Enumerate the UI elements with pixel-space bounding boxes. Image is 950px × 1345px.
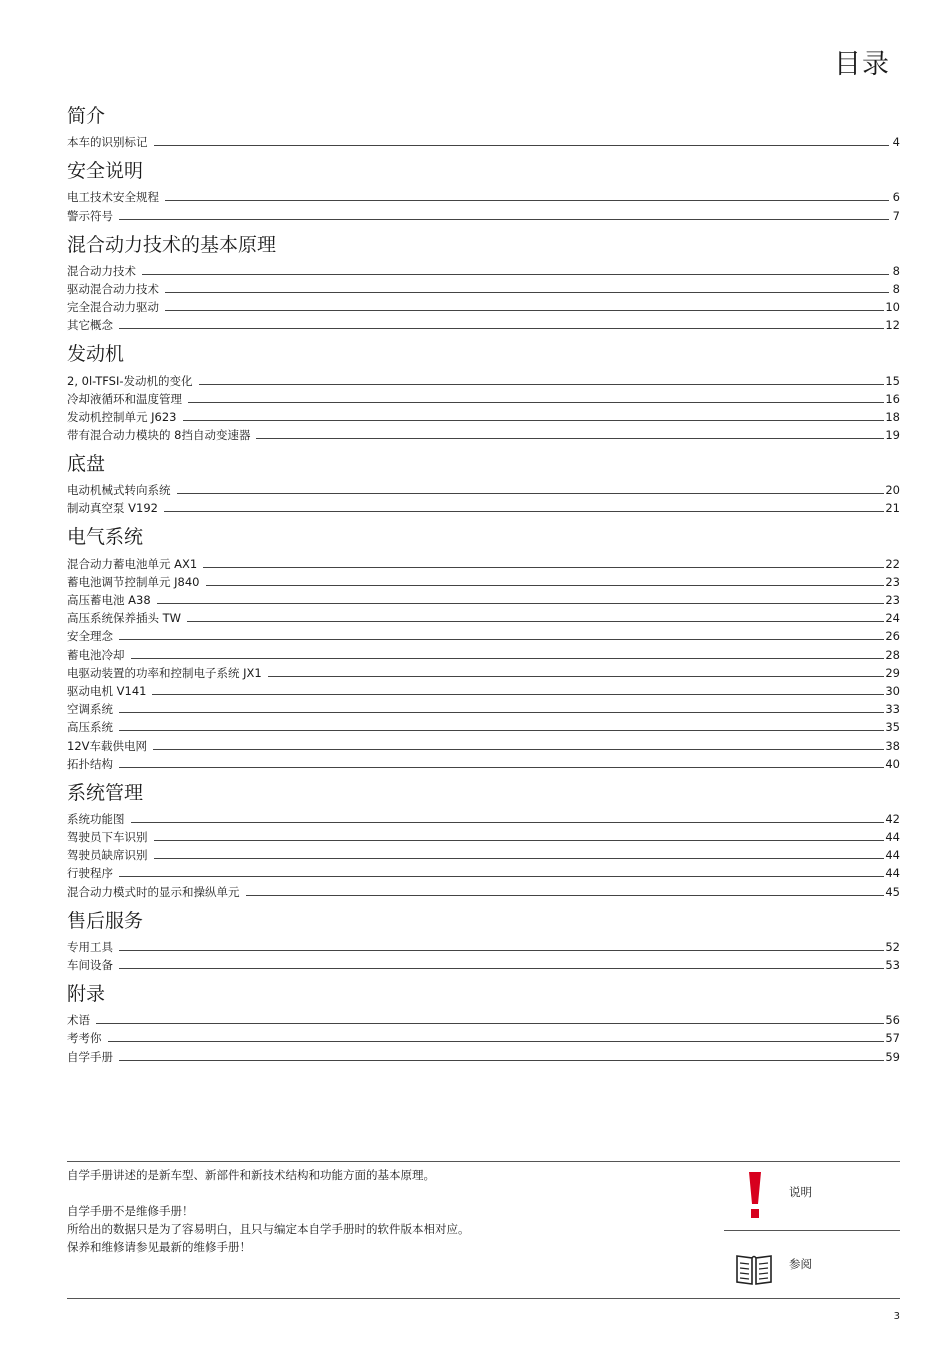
section-heading: 附录 <box>67 983 106 1005</box>
toc-entry-page: 16 <box>885 391 900 406</box>
footer-divider-bottom <box>67 1298 900 1299</box>
toc-entry-leader <box>131 658 885 659</box>
toc-entry-page: 10 <box>885 300 900 315</box>
legend-divider <box>724 1230 900 1231</box>
toc-entry-label: 电工技术安全规程 <box>67 190 159 205</box>
toc-entry-label: 其它概念 <box>67 318 113 333</box>
toc-entry[interactable] <box>67 406 900 424</box>
toc-entry-page: 56 <box>885 1013 900 1028</box>
toc-entry-leader <box>119 328 884 329</box>
toc-entry-label: 驾驶员缺席识别 <box>67 848 148 863</box>
section-heading: 混合动力技术的基本原理 <box>67 233 277 256</box>
section-heading: 安全说明 <box>67 160 144 183</box>
toc-entry-leader <box>119 219 889 220</box>
toc-entry[interactable] <box>67 716 900 734</box>
footer-intro: 自学手册讲述的是新车型、新部件和新技术结构和功能方面的基本原理。 <box>67 1168 435 1182</box>
toc-entry-label: 考考你 <box>67 1031 102 1046</box>
toc-entry-leader <box>153 749 884 750</box>
toc-entry-page: 7 <box>892 208 900 223</box>
toc-entry-page: 40 <box>885 756 900 771</box>
toc-entry[interactable] <box>67 589 900 607</box>
toc-entry-label: 高压蓄电池 A38 <box>67 593 151 607</box>
toc-entry-page: 20 <box>885 483 900 498</box>
toc-entry[interactable] <box>67 607 900 625</box>
toc-entry-leader <box>206 585 885 586</box>
toc-entry-page: 23 <box>885 593 900 607</box>
toc-entry-label: 2, 0l-TFSI-发动机的变化 <box>67 373 193 388</box>
footer-line: 所给出的数据只是为了容易明白，且只与编定本自学手册时的软件版本相对应。 <box>67 1222 470 1236</box>
toc-entry-page: 44 <box>885 848 900 863</box>
exclamation-icon <box>745 1172 765 1220</box>
toc-entry-leader <box>203 567 884 568</box>
toc-entry-label: 自学手册 <box>67 1049 113 1064</box>
footer-divider-top <box>67 1161 900 1162</box>
page-number: 3 <box>893 1311 900 1322</box>
toc-entry-page: 6 <box>892 190 900 205</box>
toc-entry[interactable] <box>67 369 900 387</box>
toc-entry-page: 52 <box>885 939 900 954</box>
toc-entry-label: 混合动力技术 <box>67 263 136 278</box>
toc-entry[interactable] <box>67 479 900 497</box>
toc-entry[interactable] <box>67 734 900 752</box>
toc-entry-label: 完全混合动力驱动 <box>67 300 159 315</box>
toc-entry-leader <box>154 145 890 146</box>
toc-entry-page: 4 <box>892 135 900 150</box>
toc-entry-leader <box>154 840 885 841</box>
toc-entry-label: 本车的识别标记 <box>67 135 148 150</box>
toc-entry-page: 53 <box>885 958 900 972</box>
toc-entry-page: 23 <box>885 574 900 589</box>
toc-entry-leader <box>119 950 884 951</box>
toc-entry-leader <box>165 200 889 201</box>
toc-entry-leader <box>256 438 884 439</box>
toc-entry-leader <box>142 274 889 275</box>
toc-entry-label: 安全理念 <box>67 629 113 644</box>
toc-entry[interactable] <box>67 698 900 716</box>
toc-entry-page: 42 <box>885 811 900 826</box>
toc-entry-label: 驾驶员下车识别 <box>67 830 148 845</box>
toc-entry-label: 蓄电池调节控制单元 J840 <box>67 574 200 589</box>
footer-line: 保养和维修请参见最新的维修手册！ <box>67 1240 251 1254</box>
toc-entry-label: 冷却液循环和温度管理 <box>67 391 182 406</box>
toc-entry-page: 30 <box>885 683 900 698</box>
toc-entry-leader <box>119 968 884 969</box>
toc-entry-leader <box>177 493 885 494</box>
toc-entry[interactable] <box>67 260 900 278</box>
toc-entry[interactable] <box>67 844 900 862</box>
toc-entry-label: 驱动电机 V141 <box>67 683 147 698</box>
toc-entry-page: 33 <box>885 702 900 717</box>
toc-section <box>67 341 900 442</box>
toc-entry[interactable] <box>67 424 900 442</box>
toc-entry[interactable] <box>67 296 900 314</box>
toc-entry-label: 混合动力蓄电池单元 AX1 <box>67 556 198 571</box>
section-heading: 底盘 <box>67 453 106 476</box>
toc-entry-leader <box>119 1060 884 1061</box>
toc-entry-leader <box>131 822 885 823</box>
toc-entry[interactable] <box>67 497 900 515</box>
legend-note <box>745 1172 895 1222</box>
legend-reference-label: 参阅 <box>789 1257 812 1271</box>
toc-entry[interactable] <box>67 278 900 296</box>
toc-entry-leader <box>119 712 884 713</box>
toc-entry[interactable] <box>67 131 900 149</box>
toc-entry-leader <box>183 420 885 421</box>
toc-entry-leader <box>165 292 889 293</box>
toc-entry-leader <box>154 858 885 859</box>
toc-entry-leader <box>199 384 885 385</box>
toc-entry[interactable] <box>67 826 900 844</box>
toc-entry-label: 行驶程序 <box>67 866 113 881</box>
toc-entry[interactable] <box>67 388 900 406</box>
toc-entry-leader <box>188 402 884 403</box>
legend-note-label: 说明 <box>789 1185 812 1199</box>
toc-entry-page: 24 <box>885 611 900 626</box>
toc-entry-label: 警示符号 <box>67 208 113 223</box>
toc-entry-label: 驱动混合动力技术 <box>67 281 159 296</box>
toc-entry-label: 12V车载供电网 <box>67 738 147 753</box>
toc-entry[interactable] <box>67 662 900 680</box>
toc-section <box>67 908 900 972</box>
toc-entry-page: 57 <box>885 1031 900 1046</box>
section-heading: 发动机 <box>67 343 125 366</box>
toc-entry-page: 8 <box>892 281 900 296</box>
page-title: 目录 <box>834 49 890 80</box>
table-of-contents <box>67 103 900 1073</box>
toc-section <box>67 524 900 770</box>
toc-entry-page: 26 <box>885 629 900 644</box>
toc-entry-label: 系统功能图 <box>67 811 125 826</box>
toc-entry-label: 高压系统 <box>67 720 113 735</box>
toc-entry-leader <box>96 1023 884 1024</box>
toc-entry-leader <box>246 895 885 896</box>
toc-entry-page: 22 <box>885 556 900 571</box>
toc-entry[interactable] <box>67 954 900 972</box>
toc-entry-page: 59 <box>885 1049 900 1064</box>
toc-entry-leader <box>152 694 884 695</box>
toc-entry-label: 混合动力模式时的显示和操纵单元 <box>67 884 240 899</box>
toc-entry-label: 带有混合动力模块的 8挡自动变速器 <box>67 428 251 443</box>
toc-entry-page: 44 <box>885 866 900 881</box>
toc-section <box>67 451 900 515</box>
toc-section <box>67 981 900 1064</box>
toc-entry[interactable] <box>67 936 900 954</box>
section-heading: 电气系统 <box>67 526 144 549</box>
toc-entry[interactable] <box>67 1045 900 1063</box>
toc-entry-leader <box>119 639 884 640</box>
toc-entry[interactable] <box>67 552 900 570</box>
toc-entry[interactable] <box>67 680 900 698</box>
toc-entry[interactable] <box>67 314 900 332</box>
legend-reference <box>735 1252 895 1288</box>
footer-line: 自学手册不是维修手册！ <box>67 1204 194 1218</box>
toc-entry[interactable] <box>67 808 900 826</box>
toc-entry-page: 15 <box>885 373 900 388</box>
toc-entry-leader <box>164 511 884 512</box>
toc-entry-label: 制动真空泵 V192 <box>67 501 158 516</box>
toc-entry-leader <box>119 767 884 768</box>
toc-section <box>67 780 900 899</box>
toc-entry-label: 发动机控制单元 J623 <box>67 409 177 424</box>
toc-entry-leader <box>157 603 885 604</box>
toc-entry-label: 高压系统保养插头 TW <box>67 611 182 626</box>
toc-entry[interactable] <box>67 862 900 880</box>
toc-section <box>67 158 900 222</box>
toc-section <box>67 103 900 149</box>
toc-entry[interactable] <box>67 753 900 771</box>
toc-entry[interactable] <box>67 1027 900 1045</box>
toc-entry[interactable] <box>67 625 900 643</box>
toc-entry[interactable] <box>67 880 900 898</box>
toc-entry-page: 8 <box>892 263 900 278</box>
toc-entry-label: 专用工具 <box>67 939 113 954</box>
section-heading: 简介 <box>67 105 106 127</box>
toc-entry-leader <box>165 310 884 311</box>
toc-entry-leader <box>119 730 884 731</box>
toc-entry-page: 44 <box>885 830 900 845</box>
toc-entry-label: 术语 <box>67 1013 90 1028</box>
toc-entry-leader <box>108 1041 885 1042</box>
toc-entry-page: 21 <box>885 501 900 516</box>
toc-section <box>67 232 900 333</box>
toc-entry-leader <box>187 621 884 622</box>
toc-entry-page: 12 <box>885 318 900 333</box>
section-heading: 售后服务 <box>67 909 144 932</box>
toc-entry-page: 18 <box>885 409 900 424</box>
toc-entry-label: 蓄电池冷却 <box>67 647 125 662</box>
toc-entry-label: 车间设备 <box>67 958 113 972</box>
toc-entry-leader <box>119 876 884 877</box>
toc-entry[interactable] <box>67 204 900 222</box>
toc-entry[interactable] <box>67 643 900 661</box>
toc-entry-page: 35 <box>885 720 900 735</box>
toc-entry-label: 电驱动装置的功率和控制电子系统 JX1 <box>67 665 262 680</box>
toc-entry-page: 29 <box>885 665 900 680</box>
toc-entry-page: 19 <box>885 428 900 443</box>
toc-entry-page: 38 <box>885 738 900 753</box>
footer-notes <box>67 1166 707 1256</box>
toc-entry[interactable] <box>67 186 900 204</box>
book-icon <box>735 1252 773 1286</box>
toc-entry-label: 拓扑结构 <box>67 756 113 771</box>
toc-entry-page: 28 <box>885 647 900 662</box>
section-heading: 系统管理 <box>67 781 144 804</box>
toc-entry-leader <box>268 676 885 677</box>
toc-entry-page: 45 <box>885 884 900 899</box>
toc-entry-label: 空调系统 <box>67 702 113 717</box>
toc-entry[interactable] <box>67 571 900 589</box>
toc-entry[interactable] <box>67 1009 900 1027</box>
toc-entry-label: 电动机械式转向系统 <box>67 483 171 498</box>
